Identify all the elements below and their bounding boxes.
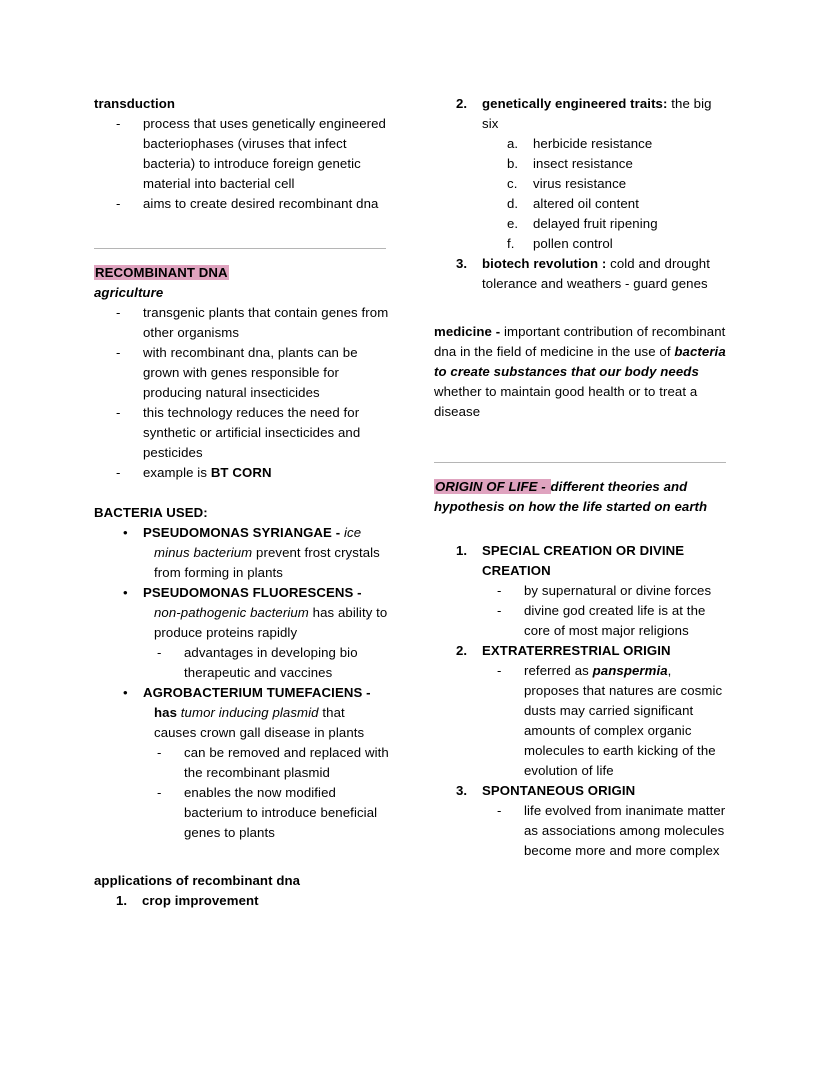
list-item — [94, 891, 390, 911]
list-item — [434, 94, 730, 134]
list-item-text: crop improvement — [142, 893, 259, 908]
dash-marker: - — [497, 803, 502, 818]
list-item — [94, 743, 390, 783]
list-item-text: herbicide resistance — [533, 136, 653, 151]
heading-transduction: transduction — [94, 96, 176, 111]
heading-bacteria-used: BACTERIA USED: — [94, 505, 208, 520]
list-item — [94, 114, 390, 194]
list-item-text: altered oil content — [533, 196, 640, 211]
dash-marker: - — [157, 785, 162, 800]
list-item-text: this technology reduces the need for synthetic or artificial insecticides and pesticides — [143, 405, 361, 460]
list-item — [434, 541, 730, 581]
list-item — [94, 683, 390, 743]
dash-marker: - — [497, 603, 502, 618]
heading-origin-of-life — [434, 477, 730, 517]
rest-text: prevent frost crystals from forming in plants — [154, 545, 380, 580]
trait-rest: the big six — [482, 96, 712, 131]
italic-phrase: ice minus bacterium — [154, 525, 362, 560]
medicine-text-after: whether to maintain good health or to treat a disease — [434, 384, 698, 419]
number-marker: 2. — [456, 96, 468, 111]
origin-subtitle: different theories and hypothesis on how the life started on earth — [434, 479, 708, 514]
list-item-text-bold: BT CORN — [210, 465, 272, 480]
dash-marker: - — [116, 345, 121, 360]
list-item-text: can be removed and replaced with the recombinant plasmid — [184, 745, 389, 780]
list-item — [434, 134, 730, 154]
list-item-text — [143, 463, 390, 483]
heading-applications: applications of recombinant dna — [94, 873, 301, 888]
list-item — [434, 781, 730, 801]
list-item-text — [143, 583, 390, 643]
number-marker: 1. — [456, 543, 468, 558]
list-item — [94, 643, 390, 683]
dash-marker: - — [116, 196, 121, 211]
dash-marker: - — [116, 305, 121, 320]
text-before: referred as — [524, 663, 593, 678]
dash-marker: - — [116, 405, 121, 420]
theory-bullet-list — [434, 661, 730, 781]
theory-bullet-list — [434, 581, 730, 641]
transduction-bullet-list — [94, 114, 390, 214]
list-item — [94, 583, 390, 643]
list-item-text: advantages in developing bio therapeutic and vaccines — [184, 645, 358, 680]
list-item — [434, 641, 730, 661]
list-item-text: delayed fruit ripening — [533, 216, 658, 231]
trait-label: biotech revolution : — [482, 256, 607, 271]
spacer — [94, 483, 390, 503]
big-six-list — [434, 134, 730, 254]
medicine-emphasis: bacteria to create substances that our body needs — [434, 344, 726, 379]
bullet-marker: • — [123, 585, 128, 600]
list-item-text — [482, 94, 730, 134]
list-item — [94, 463, 390, 483]
letter-marker: f. — [507, 236, 515, 251]
bacteria-name: PSEUDOMONAS SYRIANGAE — [143, 525, 332, 540]
list-item-text: enables the now modified bacterium to introduce beneficial genes to plants — [184, 785, 378, 840]
list-item-text: by supernatural or divine forces — [524, 583, 712, 598]
list-item — [94, 303, 390, 343]
list-item — [434, 154, 730, 174]
spacer — [434, 422, 730, 462]
rest-text: has ability to produce proteins rapidly — [154, 605, 388, 640]
separator: - has — [154, 685, 371, 720]
list-item-text: pollen control — [533, 236, 613, 251]
list-item — [434, 254, 730, 294]
theory-title: EXTRATERRESTRIAL ORIGIN — [482, 643, 671, 658]
left-column — [94, 94, 390, 911]
list-item-text: aims to create desired recombinant dna — [143, 196, 379, 211]
list-item — [434, 234, 730, 254]
theory-title: SPECIAL CREATION OR DIVINE CREATION — [482, 543, 685, 578]
theory-title: SPONTANEOUS ORIGIN — [482, 783, 636, 798]
list-item — [94, 783, 390, 843]
list-item — [94, 403, 390, 463]
list-item-text: divine god created life is at the core of most major religions — [524, 603, 706, 638]
spacer — [94, 843, 390, 871]
highlighted-heading-text: ORIGIN OF LIFE - — [435, 479, 550, 494]
separator: - — [491, 324, 504, 339]
text-after: , proposes that natures are cosmic dusts may carried significant amounts of complex organic molecules to earth kicking of the evolution of life — [524, 663, 723, 778]
spacer — [434, 463, 730, 477]
bacteria-list — [94, 523, 390, 843]
number-marker: 3. — [456, 783, 468, 798]
number-marker: 3. — [456, 256, 468, 271]
dash-marker: - — [497, 583, 502, 598]
dash-marker: - — [157, 745, 162, 760]
separator: - — [353, 585, 362, 600]
list-item-text: virus resistance — [533, 176, 627, 191]
list-item — [434, 214, 730, 234]
separator: - — [331, 525, 344, 540]
applications-list — [94, 891, 390, 911]
list-item — [434, 801, 730, 861]
list-item — [94, 523, 390, 583]
list-item-text — [524, 661, 730, 781]
medicine-paragraph — [434, 322, 730, 422]
italic-phrase: non-pathogenic bacterium — [154, 605, 309, 620]
spacer — [94, 214, 390, 248]
highlighted-heading-text: RECOMBINANT DNA — [95, 265, 228, 280]
agriculture-bullet-list — [94, 303, 390, 483]
list-item-text — [143, 683, 390, 743]
list-item-text: transgenic plants that contain genes from other organisms — [143, 305, 389, 340]
number-marker: 2. — [456, 643, 468, 658]
list-item-text-prefix: example is — [143, 465, 211, 480]
bullet-marker: • — [123, 685, 128, 700]
dash-marker: - — [116, 116, 121, 131]
dash-marker: - — [497, 663, 502, 678]
dash-marker: - — [116, 465, 121, 480]
applications-continued-list — [434, 94, 730, 294]
spacer — [434, 294, 730, 322]
list-item — [94, 194, 390, 214]
medicine-label: medicine — [434, 324, 492, 339]
list-item — [434, 194, 730, 214]
letter-marker: a. — [507, 136, 519, 151]
trait-rest: cold and drought tolerance and weathers - guard genes — [482, 256, 710, 291]
letter-marker: d. — [507, 196, 519, 211]
list-item-text: process that uses genetically engineered bacteriophases (viruses that infect bacteria) to introduce foreign genetic material into bacterial cell — [143, 116, 386, 191]
spacer — [94, 249, 390, 263]
list-item — [434, 661, 730, 781]
list-item — [434, 174, 730, 194]
italic-phrase: tumor inducing plasmid — [180, 705, 319, 720]
number-marker: 1. — [116, 893, 128, 908]
rest-text: that causes crown gall disease in plants — [154, 705, 365, 740]
trait-label: genetically engineered traits: — [482, 96, 668, 111]
list-item-text: life evolved from inanimate matter as associations among molecules become more and more complex — [524, 803, 726, 858]
list-item-text: with recombinant dna, plants can be grown with genes responsible for producing natural insecticides — [143, 345, 358, 400]
heading-recombinant-dna — [94, 263, 390, 283]
sub-bullet-list — [94, 643, 390, 683]
letter-marker: b. — [507, 156, 519, 171]
right-column — [434, 94, 730, 861]
bacteria-name: AGROBACTERIUM TUMEFACIENS — [143, 685, 363, 700]
bullet-marker: • — [123, 525, 128, 540]
origin-theories-list — [434, 541, 730, 861]
emphasis-panspermia: panspermia — [592, 663, 668, 678]
letter-marker: e. — [507, 216, 519, 231]
medicine-text-before: important contribution of recombinant dna in the field of medicine in the use of — [434, 324, 726, 359]
subheading-agriculture: agriculture — [94, 285, 164, 300]
spacer — [434, 517, 730, 541]
dash-marker: - — [157, 645, 162, 660]
letter-marker: c. — [507, 176, 518, 191]
list-item-text — [482, 254, 730, 294]
list-item — [94, 343, 390, 403]
list-item-text: insect resistance — [533, 156, 633, 171]
list-item-text — [143, 523, 390, 583]
sub-bullet-list — [94, 743, 390, 843]
list-item — [434, 601, 730, 641]
list-item — [434, 581, 730, 601]
bacteria-name: PSEUDOMONAS FLUORESCENS — [143, 585, 354, 600]
theory-bullet-list — [434, 801, 730, 861]
